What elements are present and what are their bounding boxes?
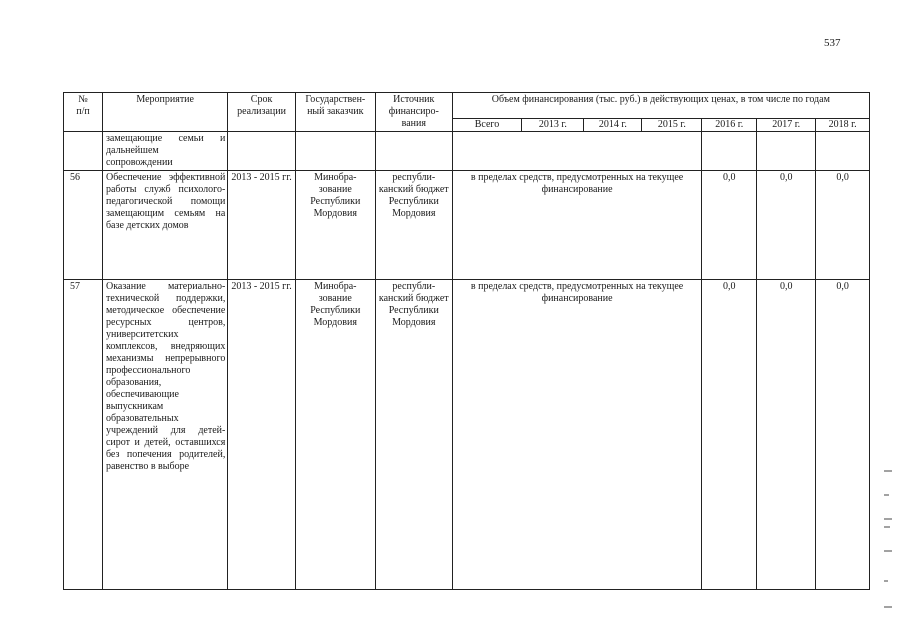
row-customer: Минобра-зование Республики Мордовия	[295, 280, 375, 590]
header-year-2013: 2013 г.	[522, 119, 584, 132]
row-period: 2013 - 2015 гг.	[228, 171, 295, 280]
page-number: 537	[824, 37, 841, 49]
row-event: Обеспечение эффективной работы служб психолого-педагогической помощи замещающим семьям на базе детских домов	[102, 171, 227, 280]
row-y2018	[816, 132, 870, 171]
header-year-2015: 2015 г.	[642, 119, 702, 132]
header-source: Источник финансиро-вания	[375, 93, 452, 132]
row-source: республи-канский бюджет Республики Мордовия	[375, 280, 452, 590]
row-funding-text: в пределах средств, предусмотренных на текущее финансирование	[452, 171, 702, 280]
header-year-2017: 2017 г.	[757, 119, 816, 132]
header-year-total: Всего	[452, 119, 522, 132]
row-y2017	[757, 132, 816, 171]
row-customer: Минобра-зование Республики Мордовия	[295, 171, 375, 280]
row-y2018: 0,0	[816, 280, 870, 590]
table-row	[64, 171, 870, 280]
row-y2017: 0,0	[757, 280, 816, 590]
row-num: 56	[64, 171, 103, 280]
row-num	[64, 132, 103, 171]
header-period: Срок реализации	[228, 93, 295, 132]
row-customer	[295, 132, 375, 171]
row-event: Оказание материально-технической поддержки, методическое обеспечение ресурсных центров, университетских комплексов, внедряющих механизмы непрерывного профессионального образования, обеспечивающие выпускникам образовательных учреждений для детей-сирот и детей, оставшихся без попечения родителей, равенство в выборе	[102, 280, 227, 590]
row-funding-text: в пределах средств, предусмотренных на текущее финансирование	[452, 280, 702, 590]
header-num: № п/п	[64, 93, 103, 132]
row-y2016: 0,0	[702, 280, 757, 590]
funding-table	[63, 92, 870, 590]
row-y2016: 0,0	[702, 171, 757, 280]
table-row	[64, 280, 870, 590]
header-year-2016: 2016 г.	[702, 119, 757, 132]
row-y2018: 0,0	[816, 171, 870, 280]
header-year-2014: 2014 г.	[584, 119, 642, 132]
table-row	[64, 132, 870, 171]
row-y2017: 0,0	[757, 171, 816, 280]
row-funding-text	[452, 132, 702, 171]
row-period: 2013 - 2015 гг.	[228, 280, 295, 590]
row-source: республи-канский бюджет Республики Мордовия	[375, 171, 452, 280]
row-y2016	[702, 132, 757, 171]
header-event: Мероприятие	[102, 93, 227, 132]
header-year-2018: 2018 г.	[816, 119, 870, 132]
header-funding: Объем финансирования (тыс. руб.) в действующих ценах, в том числе по годам	[452, 93, 869, 119]
header-customer: Государствен-ный заказчик	[295, 93, 375, 132]
row-num: 57	[64, 280, 103, 590]
row-event: замещающие семьи и дальнейшем сопровождении	[102, 132, 227, 171]
scan-artifact-marks	[884, 460, 894, 620]
row-period	[228, 132, 295, 171]
row-source	[375, 132, 452, 171]
